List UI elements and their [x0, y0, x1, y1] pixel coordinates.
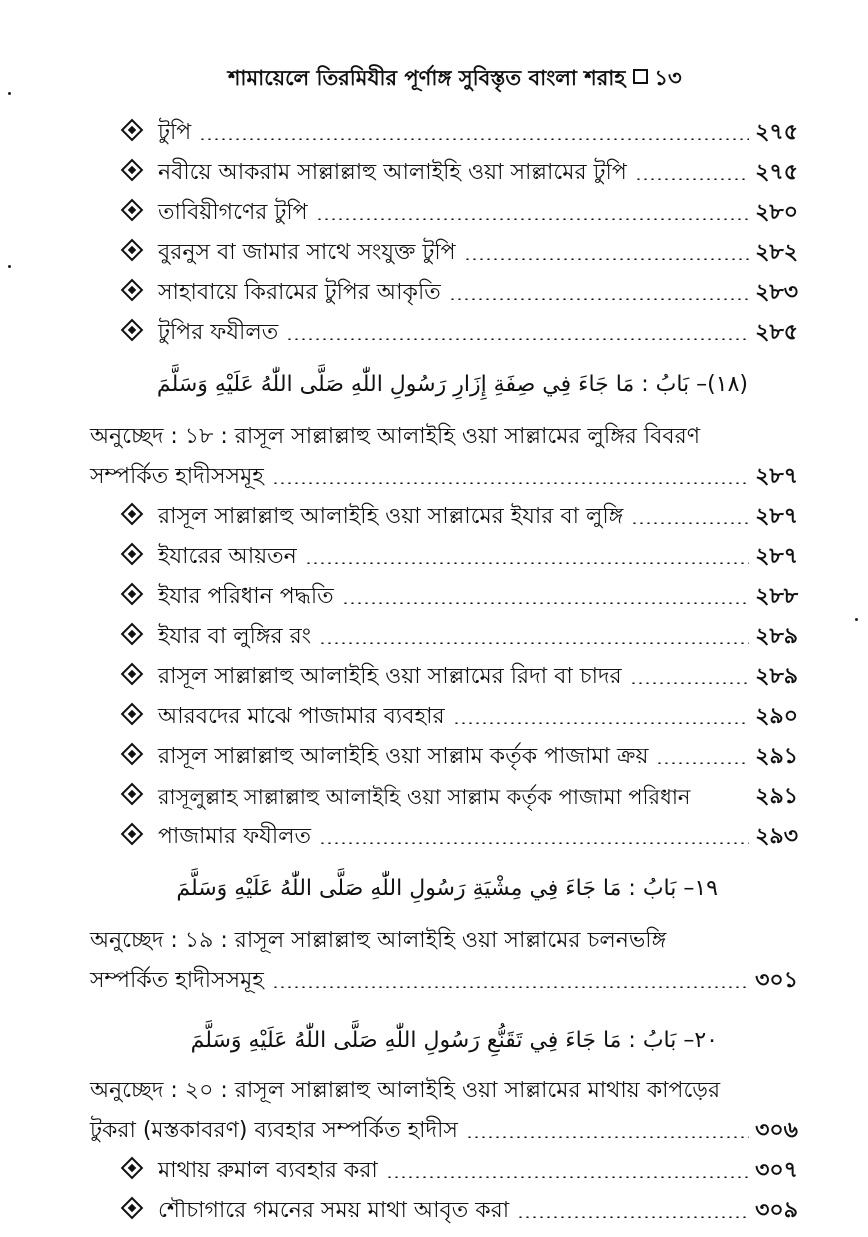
chapter-20-title: অনুচ্ছেদ : ২০ : রাসূল সাল্লাল্লাহু আলাইহি ওয়া সাল্লামের মাথায় কাপড়ের [90, 1078, 721, 1103]
toc-entry[interactable] [118, 572, 798, 612]
dot-leader [449, 298, 749, 300]
toc-entry-title: শৌচাগারে গমনের সময় মাথা আবৃত করা [158, 1198, 510, 1223]
toc-entry-title: আরবদের মাঝে পাজামার ব্যবহার [158, 704, 445, 729]
diamond-bullet-icon [121, 239, 144, 262]
toc-entry[interactable] [118, 492, 798, 532]
dot-leader [698, 802, 749, 804]
toc-entry-page: ২৯০ [755, 704, 798, 729]
toc-entry-title: তাবিয়ীগণের টুপি [158, 200, 308, 225]
toc-entry-title: ইযার পরিধান পদ্ধতি [158, 584, 334, 609]
dot-leader [517, 1216, 749, 1218]
dot-leader [319, 842, 749, 844]
toc-entry-page: ২৭৫ [755, 120, 798, 145]
chapter-19-entry[interactable] [90, 956, 798, 996]
toc-entry-page: ২৮৭ [755, 464, 798, 489]
toc-entry-page: ২৮৭ [755, 544, 798, 569]
dot-leader [386, 1176, 749, 1178]
dot-leader [453, 722, 750, 724]
toc-entry-title: রাসূল সাল্লাল্লাহু আলাইহি ওয়া সাল্লামের রিদা বা চাদর [158, 664, 622, 689]
dot-leader [635, 178, 749, 180]
chapter-18-title: অনুচ্ছেদ : ১৮ : রাসূল সাল্লাল্লাহু আলাইহি ওয়া সাল্লামের লুঙ্গির বিবরণ [90, 424, 701, 449]
diamond-bullet-icon [121, 279, 144, 302]
margin-dot [8, 92, 11, 95]
dot-leader [656, 762, 749, 764]
toc-entry-page: ২৭৫ [755, 160, 798, 185]
diamond-bullet-icon [121, 543, 144, 566]
dot-leader [631, 522, 749, 524]
toc-entry[interactable] [118, 692, 798, 732]
toc-entry[interactable] [118, 268, 798, 308]
dot-leader [199, 138, 749, 140]
dot-leader [272, 482, 749, 484]
toc-entry[interactable] [118, 228, 798, 268]
diamond-bullet-icon [121, 823, 144, 846]
diamond-bullet-icon [121, 703, 144, 726]
dot-leader [342, 602, 750, 604]
header-title: শামায়েলে তিরমিযীর পূর্ণাঙ্গ সুবিস্তৃত বাংলা শরাহ [228, 66, 626, 90]
diamond-bullet-icon [121, 663, 144, 686]
toc-entry-page: ২৮২ [755, 240, 798, 265]
dot-leader [272, 986, 749, 988]
dot-leader [630, 682, 750, 684]
toc-entry-page: ২৯১ [755, 784, 798, 809]
toc-entry-title: সম্পর্কিত হাদীসসমূহ [90, 464, 264, 489]
toc-entry-page: ৩০৯ [755, 1198, 798, 1223]
toc-entry[interactable] [118, 652, 798, 692]
square-icon [633, 69, 648, 84]
toc-entry-title: ইযার বা লুঙ্গির রং [158, 624, 312, 649]
toc-entry[interactable] [118, 812, 798, 852]
chapter-19-arabic-heading: ١٩– بَابُ : مَا جَاءَ فِي مِشْيَةِ رَسُولِ اللّٰهِ صَلَّى اللّٰهُ عَلَيْهِ وَسَلَّمَ [176, 876, 718, 901]
margin-dot [8, 265, 11, 268]
toc-entry-title: মাথায় রুমাল ব্যবহার করা [158, 1158, 378, 1183]
toc-entry-title: রাসূলুল্লাহ সাল্লাল্লাহু আলাইহি ওয়া সাল্লাম কর্তৃক পাজামা পরিধান [158, 785, 691, 809]
dot-leader [305, 562, 749, 564]
toc-entry-page: ২৮০ [755, 200, 798, 225]
diamond-bullet-icon [121, 583, 144, 606]
toc-entry[interactable] [118, 148, 798, 188]
toc-entry[interactable] [118, 612, 798, 652]
toc-entry[interactable] [118, 1186, 798, 1226]
running-header [228, 62, 682, 97]
toc-entry-title: সম্পর্কিত হাদীসসমূহ [90, 968, 264, 993]
dot-leader [316, 218, 750, 220]
diamond-bullet-icon [121, 119, 144, 142]
toc-entry-title: টুকরা (মস্তকাবরণ) ব্যবহার সম্পর্কিত হাদীস [90, 1118, 458, 1143]
toc-entry-page: ২৮৭ [755, 504, 798, 529]
toc-entry-page: ২৮৯ [755, 624, 798, 649]
toc-entry-title: টুপি [158, 120, 192, 145]
toc-entry-title: রাসূল সাল্লাল্লাহু আলাইহি ওয়া সাল্লামের ইযার বা লুঙ্গি [158, 504, 624, 529]
toc-entry-page: ৩০৭ [755, 1158, 798, 1183]
chapter-20-entry[interactable] [90, 1106, 798, 1146]
diamond-bullet-icon [121, 623, 144, 646]
toc-entry-page: ২৮৩ [755, 280, 798, 305]
toc-entry[interactable] [118, 732, 798, 772]
diamond-bullet-icon [121, 319, 144, 342]
toc-entry-page: ২৮৮ [755, 584, 798, 609]
dot-leader [319, 642, 749, 644]
diamond-bullet-icon [121, 1157, 144, 1180]
toc-entry-title: ইযারের আয়তন [158, 544, 297, 569]
header-page-number: ১৩ [654, 66, 682, 90]
chapter-19-title: অনুচ্ছেদ : ১৯ : রাসূল সাল্লাল্লাহু আলাইহি ওয়া সাল্লামের চলনভঙ্গি [90, 928, 667, 953]
toc-entry-title: টুপির ফযীলত [158, 320, 279, 345]
toc-entry-title: পাজামার ফযীলত [158, 824, 312, 849]
dot-leader [286, 338, 749, 340]
diamond-bullet-icon [121, 159, 144, 182]
toc-entry-title: বুরনুস বা জামার সাথে সংযুক্ত টুপি [158, 240, 456, 265]
toc-entry-title: নবীয়ে আকরাম সাল্লাল্লাহু আলাইহি ওয়া সাল্লামের টুপি [158, 160, 627, 185]
margin-dot [855, 618, 858, 621]
toc-entry[interactable] [118, 772, 798, 812]
dot-leader [466, 1136, 749, 1138]
toc-entry-page: ৩০১ [755, 968, 798, 993]
toc-entry-page: ২৯৩ [755, 824, 798, 849]
diamond-bullet-icon [121, 783, 144, 806]
chapter-18-arabic-heading: (١٨)– بَابُ : مَا جَاءَ فِي صِفَةِ إِزَارِ رَسُولِ اللّٰهِ صَلَّى اللّٰهُ عَلَيْهِ وَسَلَّمَ [156, 372, 748, 397]
toc-entry[interactable] [118, 532, 798, 572]
dot-leader [464, 258, 749, 260]
diamond-bullet-icon [121, 1197, 144, 1220]
toc-entry-page: ২৮৯ [755, 664, 798, 689]
toc-entry[interactable] [118, 1146, 798, 1186]
chapter-20-arabic-heading: ٢٠– بَابُ : مَا جَاءَ فِي تَقَنُّعِ رَسُولِ اللّٰهِ صَلَّى اللّٰهُ عَلَيْهِ وَسَلَّمَ [190, 1028, 718, 1053]
toc-entry-title: সাহাবায়ে কিরামের টুপির আকৃতি [158, 280, 441, 305]
toc-entry[interactable] [118, 308, 798, 348]
toc-entry-page: ৩০৬ [755, 1118, 798, 1143]
diamond-bullet-icon [121, 199, 144, 222]
toc-entry[interactable] [118, 188, 798, 228]
toc-entry[interactable] [118, 108, 798, 148]
toc-entry-title: রাসূল সাল্লাল্লাহু আলাইহি ওয়া সাল্লাম কর্তৃক পাজামা ক্রয় [158, 744, 649, 769]
toc-entry-page: ২৮৫ [755, 320, 798, 345]
chapter-18-entry[interactable] [90, 452, 798, 492]
toc-entry-page: ২৯১ [755, 744, 798, 769]
diamond-bullet-icon [121, 503, 144, 526]
diamond-bullet-icon [121, 743, 144, 766]
